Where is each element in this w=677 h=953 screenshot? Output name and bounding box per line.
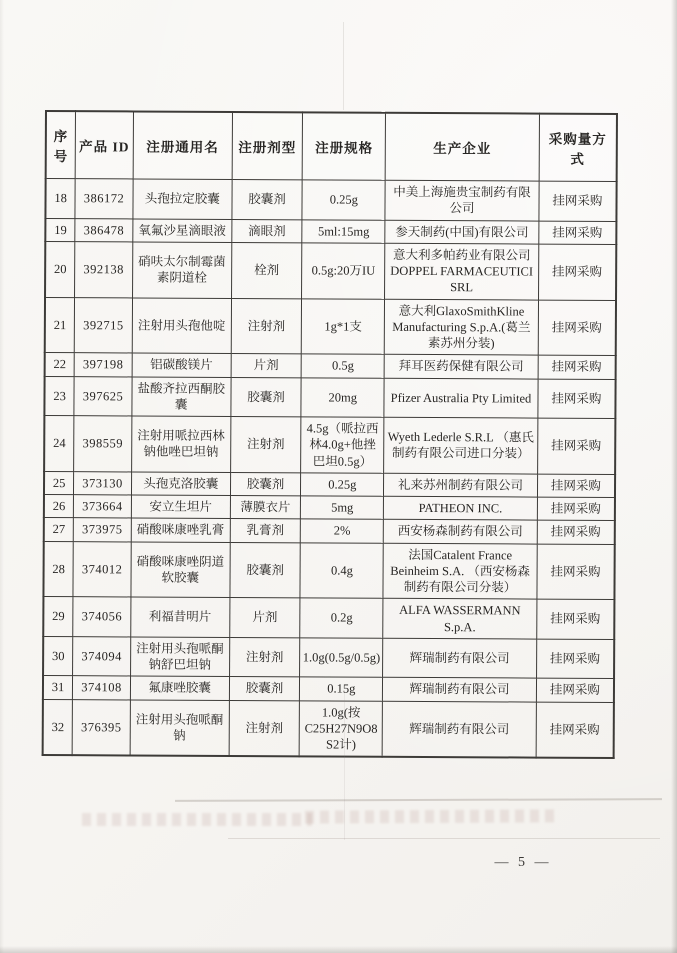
cell-product_id: 386172 [75, 179, 133, 219]
cell-dosage_form: 滴眼剂 [231, 219, 302, 243]
table-row [45, 179, 616, 221]
cell-dosage_form: 片剂 [231, 354, 302, 378]
table-row [43, 676, 614, 702]
cell-product_id: 373975 [73, 518, 131, 542]
cell-dosage_form: 胶囊剂 [232, 179, 303, 219]
cell-product_id: 392138 [75, 241, 133, 297]
cell-procurement: 挂网采购 [537, 497, 615, 521]
cell-no: 22 [45, 353, 75, 376]
column-header-procurement: 采购量方式 [539, 114, 617, 182]
cell-no: 30 [43, 636, 73, 676]
table-row [44, 416, 615, 475]
table-row [43, 699, 614, 758]
cell-no: 23 [44, 376, 74, 416]
cell-procurement: 挂网采购 [538, 244, 616, 300]
cell-manufacturer: 辉瑞制药有限公司 [382, 701, 536, 758]
column-header-dosage_form: 注册剂型 [232, 112, 303, 180]
cell-no: 27 [44, 518, 74, 541]
cell-product_id: 392715 [74, 297, 132, 353]
cell-product_id: 373664 [74, 495, 132, 519]
cell-no: 26 [44, 494, 74, 517]
cell-product_id: 376395 [72, 699, 130, 756]
cell-no: 24 [44, 416, 74, 472]
cell-no: 29 [43, 597, 73, 637]
cell-generic_name: 铝碳酸镁片 [132, 353, 231, 377]
scan-edge [671, 0, 677, 953]
cell-dosage_form: 胶囊剂 [231, 377, 302, 417]
table-row [45, 241, 616, 300]
table-row [44, 494, 615, 520]
cell-product_id: 374012 [73, 541, 131, 597]
table-row [45, 353, 616, 379]
cell-procurement: 挂网采购 [537, 544, 615, 600]
cell-product_id: 397625 [74, 376, 132, 416]
cell-no: 21 [45, 297, 75, 353]
table-area [42, 110, 620, 759]
column-header-product_id: 产品 ID [75, 111, 133, 179]
cell-dosage_form: 胶囊剂 [230, 472, 301, 496]
cell-product_id: 374094 [73, 636, 131, 676]
bleed-through-text [82, 813, 312, 826]
cell-spec: 2% [301, 519, 384, 543]
cell-generic_name: 利福昔明片 [131, 597, 230, 637]
cell-dosage_form: 注射剂 [229, 700, 300, 757]
table-row [43, 636, 614, 678]
table-header-row [46, 111, 617, 181]
cell-generic_name: 注射用头孢哌酮钠舒巴坦钠 [130, 637, 229, 677]
cell-procurement: 挂网采购 [537, 520, 615, 544]
cell-spec: 4.5g（哌拉西林4.0g+他挫巴坦0.5g） [301, 417, 384, 473]
cell-generic_name: 安立生坦片 [131, 495, 230, 519]
cell-generic_name: 氟康唑胶囊 [130, 676, 229, 700]
table-row [44, 471, 615, 497]
cell-spec: 0.4g [300, 542, 383, 598]
cell-procurement: 挂网采购 [536, 678, 614, 702]
cell-generic_name: 头孢拉定胶囊 [133, 179, 232, 219]
cell-product_id: 386478 [75, 218, 133, 242]
cell-product_id: 373130 [74, 471, 132, 495]
page-number: — 5 — [494, 855, 552, 870]
cell-manufacturer: 辉瑞制药有限公司 [383, 678, 537, 702]
table-row [45, 218, 616, 244]
cell-spec: 0.2g [300, 598, 383, 638]
bleed-through-line [228, 838, 660, 839]
cell-no: 19 [45, 218, 75, 241]
cell-product_id: 398559 [74, 416, 132, 472]
cell-generic_name: 注射用头孢哌酮钠 [130, 699, 229, 756]
table-row [43, 597, 614, 639]
cell-generic_name: 硝酸咪康唑乳膏 [131, 518, 230, 542]
cell-dosage_form: 乳膏剂 [230, 519, 301, 543]
cell-spec: 20mg [301, 377, 384, 417]
cell-spec: 0.5g [302, 354, 385, 378]
bleed-through-line [343, 22, 344, 110]
cell-manufacturer: 西安杨森制药有限公司 [383, 520, 537, 544]
cell-spec: 0.25g [302, 180, 385, 220]
cell-manufacturer: Pfizer Australia Pty Limited [384, 378, 538, 418]
table-row [43, 541, 614, 600]
cell-spec: 1.0g(按C25H27N9O8S2计) [300, 700, 383, 757]
bleed-through-line [344, 690, 345, 840]
cell-spec: 5mg [301, 496, 384, 520]
cell-manufacturer: 辉瑞制药有限公司 [383, 638, 537, 678]
cell-no: 32 [43, 699, 73, 755]
drug-procurement-table [42, 110, 618, 759]
cell-dosage_form: 注射剂 [231, 298, 302, 354]
cell-spec: 5ml:15mg [302, 219, 385, 243]
cell-generic_name: 硝呋太尔制霉菌素阴道栓 [132, 242, 231, 298]
cell-manufacturer: 意大利多帕药业有限公司 DOPPEL FARMACEUTICI SRL [385, 243, 539, 300]
table-row [45, 297, 616, 356]
cell-product_id: 397198 [74, 353, 132, 377]
cell-procurement: 挂网采购 [538, 355, 616, 379]
cell-dosage_form: 注射剂 [230, 416, 301, 472]
cell-no: 18 [45, 179, 75, 219]
cell-dosage_form: 胶囊剂 [229, 677, 300, 701]
cell-manufacturer: ALFA WASSERMANN S.p.A. [383, 599, 537, 639]
cell-procurement: 挂网采购 [537, 599, 615, 639]
cell-procurement: 挂网采购 [538, 300, 616, 356]
cell-generic_name: 盐酸齐拉西酮胶囊 [132, 376, 231, 416]
cell-procurement: 挂网采购 [539, 221, 617, 245]
cell-generic_name: 注射用头孢他啶 [132, 297, 231, 353]
scan-edge [0, 946, 677, 953]
column-header-spec: 注册规格 [303, 112, 386, 180]
cell-spec: 1.0g(0.5g/0.5g) [300, 638, 383, 678]
cell-generic_name: 氧氟沙星滴眼液 [133, 218, 232, 242]
cell-no: 20 [45, 241, 75, 297]
table-row [44, 376, 615, 418]
cell-generic_name: 注射用哌拉西林钠他唑巴坦钠 [131, 416, 230, 472]
cell-procurement: 挂网采购 [536, 639, 614, 679]
cell-no: 25 [44, 471, 74, 494]
cell-manufacturer: Wyeth Lederle S.R.L （惠氏制药有限公司进口分装） [384, 417, 538, 474]
cell-procurement: 挂网采购 [537, 418, 615, 474]
cell-procurement: 挂网采购 [537, 474, 615, 498]
bleed-through-line [175, 798, 662, 802]
cell-manufacturer: 法国Catalent France Beinheim S.A. （西安杨森制药有限公司分装） [383, 543, 537, 600]
cell-dosage_form: 栓剂 [231, 242, 302, 298]
cell-spec: 0.25g [301, 473, 384, 497]
cell-dosage_form: 胶囊剂 [230, 542, 301, 598]
column-header-generic_name: 注册通用名 [133, 111, 232, 179]
column-header-no: 序号 [46, 111, 76, 179]
column-header-manufacturer: 生产企业 [385, 113, 539, 181]
cell-manufacturer: 中美上海施贵宝制药有限公司 [385, 180, 539, 220]
cell-generic_name: 头孢克洛胶囊 [131, 472, 230, 496]
cell-procurement: 挂网采购 [536, 702, 614, 759]
cell-product_id: 374056 [73, 597, 131, 637]
cell-manufacturer: 拜耳医药保健有限公司 [384, 355, 538, 379]
cell-procurement: 挂网采购 [538, 379, 616, 419]
cell-generic_name: 硝酸咪康唑阴道软胶囊 [131, 541, 230, 597]
cell-manufacturer: 参天制药(中国)有限公司 [385, 220, 539, 244]
cell-dosage_form: 薄膜衣片 [230, 495, 301, 519]
cell-spec: 0.15g [300, 677, 383, 701]
cell-no: 28 [43, 541, 73, 597]
cell-spec: 1g*1支 [302, 298, 385, 354]
cell-product_id: 374108 [73, 676, 131, 700]
cell-dosage_form: 片剂 [229, 598, 300, 638]
cell-manufacturer: PATHEON INC. [384, 496, 538, 520]
cell-dosage_form: 注射剂 [229, 637, 300, 677]
cell-spec: 0.5g:20万IU [302, 243, 385, 299]
cell-manufacturer: 礼来苏州制药有限公司 [384, 473, 538, 497]
cell-manufacturer: 意大利GlaxoSmithKline Manufacturing S.p.A.(葛兰素苏州分装) [384, 299, 538, 356]
cell-no: 31 [43, 676, 73, 699]
scan-edge [0, 0, 4, 953]
cell-procurement: 挂网采购 [539, 181, 617, 221]
table-row [44, 518, 615, 544]
